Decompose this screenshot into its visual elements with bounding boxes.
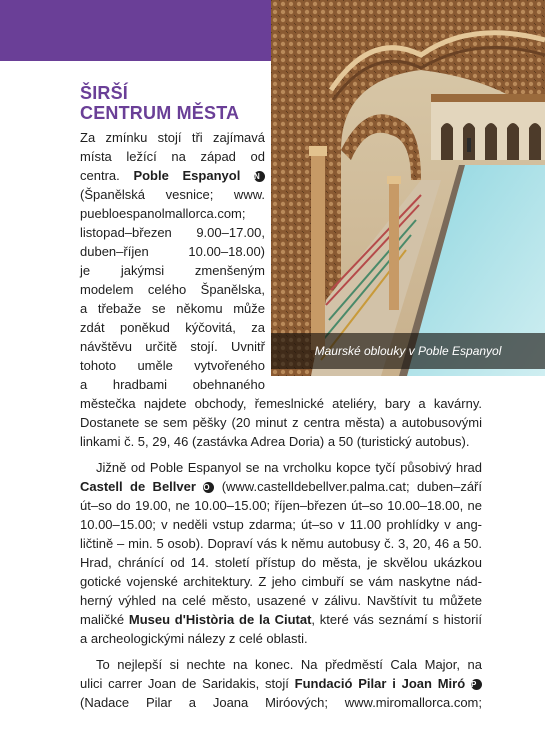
text-line: listopad–březen 9.00–17.00, [80,225,265,240]
heading-line-1: ŠIRŠÍ [80,83,129,103]
text-line: ličtině – min. 5 osob). Dopraví vás k němu autobusy č. 3, 20, 46 a 50. [80,536,482,551]
text-span: maličké [80,612,125,627]
text-line [80,477,482,496]
text-line: gotické vojenské architektury. Z jeho cimbuří se vám naskytne nád- [80,574,482,589]
text-line: a archeologickými nálezy z celé oblasti. [80,631,308,646]
text-line: Jižně od Poble Espanyol se na vrcholku kopce tyčí působivý hrad [96,460,482,475]
map-marker-o-badge: O [203,482,214,493]
text-line: městečka najdete obchody, řemeslnické ateliéry, bary a kavárny. [80,396,482,411]
text-line: modelem celého Španělska, [80,282,265,297]
text-line: Hrad, chránící od 14. století přístup do města, je skvělou ukázkou [80,555,482,570]
purple-header-band [0,0,271,61]
text-line [80,674,482,693]
text-span: , které vás seznámí s historií [311,612,482,627]
fundacio-miro-name: Fundació Pilar i Joan Miró [294,676,466,691]
text-line: místa ležící na západ od [80,149,265,164]
moorish-arches-photo [271,0,545,376]
text-line: duben–říjen 10.00–18.00) [80,244,265,259]
text-line: út–so do 19.00, ne 10.00–15.00; říjen–březen út–so 10.00–18.00, ne [80,498,482,513]
text-line: (Španělská vesnice; www. [80,187,265,202]
text-line: je jakýmsi zmenšeným [80,263,265,278]
heading-line-2: CENTRUM MĚSTA [80,103,240,123]
section-heading [80,83,270,123]
text-line: linkami č. 5, 29, 46 (zastávka Adrea Doria) a 50 (turistický autobus). [80,434,470,449]
text-line: 10.00–15.00; v neděli vstup zdarma; út–so v 11.00 prohlídky v ang- [80,517,482,532]
text-span: ulici carrer Joan de Saridakis, stojí [80,676,289,691]
text-line: a třebaže se někomu může [80,301,265,316]
text-line: a hradbami obehnaného [80,377,265,392]
poble-espanyol-name: Poble Espanyol [133,168,241,183]
text-line: puebloespanolmallorca.com; [80,206,246,221]
text-line: Dostanete se sem pěšky (20 minut z centra města) a autobusovými [80,415,482,430]
castell-de-bellver-name: Castell de Bellver [80,479,196,494]
text-line: Za zmínku stojí tři zajímavá [80,130,265,145]
map-marker-n-badge: N [254,171,265,182]
text-line [80,610,482,629]
text-line: tohoto uměle vytvořeného [80,358,265,373]
text-line: To nejlepší si nechte na konec. Na předměstí Cala Major, na [96,657,482,672]
text-line: návštěvu určitě stojí. Uvnitř [80,339,265,354]
text-span: (www.castelldebellver.palma.cat; duben–září [221,479,482,494]
text-line: zdát poněkud kýčovitá, za [80,320,265,335]
text-span: centra. [80,168,120,183]
text-line: (Nadace Pilar a Joana Miróových; www.miromallorca.com; [80,695,482,710]
photo-caption: Maurské oblouky v Poble Espanyol [271,333,545,369]
text-line: herný výhled na celé město, usazené v zálivu. Navštívit tu můžete [80,593,482,608]
text-line [80,166,265,185]
map-marker-p-badge: P [471,679,482,690]
museu-historia-name: Museu d'Història de la Ciutat [128,612,312,627]
